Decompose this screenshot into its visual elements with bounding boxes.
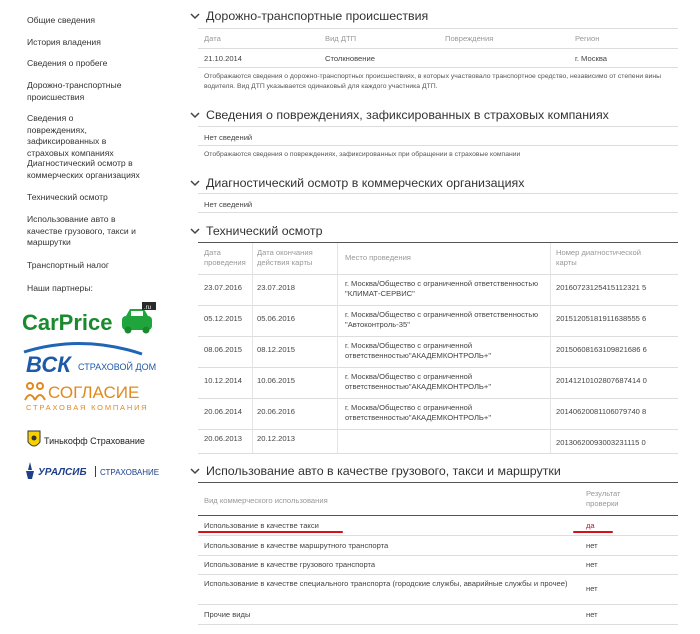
section-note: Отображаются сведения о дорожно-транспортных происшествиях, в которых участвовало транспортное средство, независимо от степени вины водителя. Вид ДТП указывается одинаковый для каждого участника ДТП. xyxy=(204,73,662,90)
table-cell: 20140620081106079740 8 xyxy=(556,407,647,416)
column-separator xyxy=(337,243,338,453)
sidebar-item-diagnostic[interactable]: Диагностический осмотр в коммерческих организациях xyxy=(27,158,140,180)
column-separator xyxy=(252,243,253,453)
divider xyxy=(198,67,678,68)
row-divider xyxy=(198,624,678,625)
row-divider xyxy=(198,305,678,306)
highlight-underline xyxy=(573,531,613,533)
partners-label: Наши партнеры: xyxy=(27,283,93,293)
svg-text:.ru: .ru xyxy=(144,305,152,311)
table-cell: г. Москва xyxy=(575,54,607,63)
sidebar-item-tech-inspection[interactable]: Технический осмотр xyxy=(27,192,108,202)
section-header-diagnostic[interactable] xyxy=(190,174,524,192)
tinkoff-shield-icon xyxy=(28,431,40,446)
column-header: Дата окончания действия карты xyxy=(257,248,313,267)
divider xyxy=(198,482,678,483)
row-divider xyxy=(198,398,678,399)
table-cell: 20141210102807687414 0 xyxy=(556,376,647,385)
column-header: Регион xyxy=(575,34,600,43)
table-cell: 20.06.2016 xyxy=(257,407,296,416)
sidebar-item-damage[interactable]: Сведения о повреждениях, зафиксированных в страховых компаниях xyxy=(27,113,114,158)
row-divider xyxy=(198,429,678,430)
section-header-damage[interactable] xyxy=(190,106,609,124)
divider xyxy=(198,126,678,127)
table-cell: 05.12.2015 xyxy=(204,314,243,323)
divider xyxy=(198,193,678,194)
row-divider xyxy=(198,367,678,368)
carprice-logo[interactable] xyxy=(22,302,162,340)
soglasie-logo[interactable] xyxy=(22,378,162,414)
chevron-down-icon xyxy=(190,466,200,476)
table-cell: 10.12.2014 xyxy=(204,376,243,385)
vsk-logo[interactable] xyxy=(22,340,162,380)
section-note: Отображаются сведения о повреждениях, зафиксированных при обращении в страховые компании xyxy=(204,151,521,158)
divider xyxy=(198,212,678,213)
svg-text:СОГЛАСИЕ: СОГЛАСИЕ xyxy=(48,383,140,402)
table-cell: 20.06.2013 xyxy=(204,434,243,443)
column-header: Вид ДТП xyxy=(325,34,357,43)
result-link[interactable]: да xyxy=(586,521,595,530)
row-divider xyxy=(198,535,678,536)
divider xyxy=(198,145,678,146)
svg-text:СТРАХОВАЯ КОМПАНИЯ: СТРАХОВАЯ КОМПАНИЯ xyxy=(26,403,149,412)
table-cell: 20151205181911638555 6 xyxy=(556,314,647,323)
sidebar-item-ownership-history[interactable]: История владения xyxy=(27,37,101,47)
section-title: Сведения о повреждениях, зафиксированных в страховых компаниях xyxy=(206,108,609,122)
section-header-tech-inspection[interactable] xyxy=(190,222,323,240)
chevron-down-icon xyxy=(190,11,200,21)
people-icon xyxy=(25,383,45,400)
result-cell: нет xyxy=(586,610,598,619)
row-divider xyxy=(198,336,678,337)
svg-text:СТРАХОВОЙ ДОМ: СТРАХОВОЙ ДОМ xyxy=(78,362,157,372)
column-header: Номер диагностической карты xyxy=(556,248,641,267)
uralsib-logo[interactable] xyxy=(22,459,162,483)
svg-text:СТРАХОВАНИЕ: СТРАХОВАНИЕ xyxy=(100,468,160,477)
sidebar xyxy=(0,0,185,634)
carprice-logo-text: CarPrice xyxy=(22,310,113,335)
sidebar-item-tax[interactable]: Транспортный налог xyxy=(27,260,109,270)
table-cell: 20130620093003231115 0 xyxy=(556,438,646,447)
section-header-usage[interactable] xyxy=(190,462,561,480)
table-cell: 23.07.2016 xyxy=(204,283,243,292)
table-cell: 05.06.2016 xyxy=(257,314,296,323)
section-title: Диагностический осмотр в коммерческих организациях xyxy=(206,176,525,190)
chevron-down-icon xyxy=(190,178,200,188)
table-cell: 20150608163109821686 6 xyxy=(556,345,647,354)
table-cell: 08.12.2015 xyxy=(257,345,296,354)
section-header-accidents[interactable] xyxy=(190,7,428,25)
table-cell: 20.12.2013 xyxy=(257,434,296,443)
row-divider xyxy=(198,274,678,275)
uralsib-emblem-icon xyxy=(26,462,34,479)
chevron-down-icon xyxy=(190,110,200,120)
table-cell: г. Москва/Общество с ограниченной ответственностью "КЛИМАТ-СЕРВИС" xyxy=(345,279,539,298)
divider xyxy=(198,48,678,49)
divider xyxy=(198,515,678,516)
car-icon xyxy=(122,302,156,334)
section-title: Использование авто в качестве грузового, такси и маршрутки xyxy=(206,464,561,478)
usage-type-cell: Использование в качестве специального транспорта (городские службы, аварийные службы и прочее) xyxy=(204,579,568,588)
column-header: Дата xyxy=(204,34,221,43)
table-cell: 10.06.2015 xyxy=(257,376,296,385)
svg-text:УРАЛСИБ: УРАЛСИБ xyxy=(38,467,87,478)
sidebar-item-mileage[interactable]: Сведения о пробеге xyxy=(27,58,108,68)
table-cell: г. Москва/Общество с ограниченной ответственностью "Автоконтроль-35" xyxy=(345,310,539,329)
divider xyxy=(198,28,678,29)
main-content xyxy=(190,0,695,634)
section-title: Дорожно-транспортные происшествия xyxy=(206,9,429,23)
svg-text:Тинькофф Страхование: Тинькофф Страхование xyxy=(44,436,145,446)
result-cell: нет xyxy=(586,584,598,593)
table-cell: 20160723125415112321 5 xyxy=(556,283,647,292)
table-cell: 20.06.2014 xyxy=(204,407,243,416)
chevron-down-icon xyxy=(190,226,200,236)
table-cell: 08.06.2015 xyxy=(204,345,243,354)
column-header: Результат проверки xyxy=(586,489,621,508)
row-divider xyxy=(198,555,678,556)
table-cell: Столкновение xyxy=(325,54,375,63)
table-cell: г. Москва/Общество с ограниченной ответственностью"АКАДЕМКОНТРОЛЬ+" xyxy=(345,403,492,422)
divider xyxy=(198,242,678,243)
row-divider xyxy=(198,604,678,605)
column-header: Повреждения xyxy=(445,34,494,43)
row-divider xyxy=(198,574,678,575)
sidebar-item-commercial-usage[interactable]: Использование авто в качестве грузового, такси и маршрутки xyxy=(27,214,136,247)
sidebar-item-accidents[interactable]: Дорожно-транспортные происшествия xyxy=(27,80,122,102)
empty-state: Нет сведений xyxy=(204,133,253,142)
table-cell: 23.07.2018 xyxy=(257,283,296,292)
section-title: Технический осмотр xyxy=(206,224,323,238)
table-cell: г. Москва/Общество с ограниченной ответственностью"АКАДЕМКОНТРОЛЬ+" xyxy=(345,341,492,360)
row-divider xyxy=(198,453,678,454)
usage-type-cell: Использование в качестве грузового транспорта xyxy=(204,560,376,569)
table-cell: г. Москва/Общество с ограниченной ответственностью"АКАДЕМКОНТРОЛЬ+" xyxy=(345,372,492,391)
usage-type-cell: Прочие виды xyxy=(204,610,251,619)
column-header: Место проведения xyxy=(345,253,411,262)
column-separator xyxy=(550,243,551,453)
usage-type-cell: Использование в качестве такси xyxy=(204,521,319,530)
column-header: Дата проведения xyxy=(204,248,246,267)
highlight-underline xyxy=(198,531,343,533)
svg-text:ВСК: ВСК xyxy=(26,352,71,377)
result-cell: нет xyxy=(586,560,598,569)
tinkoff-logo[interactable] xyxy=(22,428,162,454)
column-header: Вид коммерческого использования xyxy=(204,496,328,505)
table-cell: 21.10.2014 xyxy=(204,54,243,63)
sidebar-item-general[interactable]: Общие сведения xyxy=(27,15,95,25)
result-cell: нет xyxy=(586,541,598,550)
empty-state: Нет сведений xyxy=(204,200,253,209)
usage-type-cell: Использование в качестве маршрутного транспорта xyxy=(204,541,389,550)
